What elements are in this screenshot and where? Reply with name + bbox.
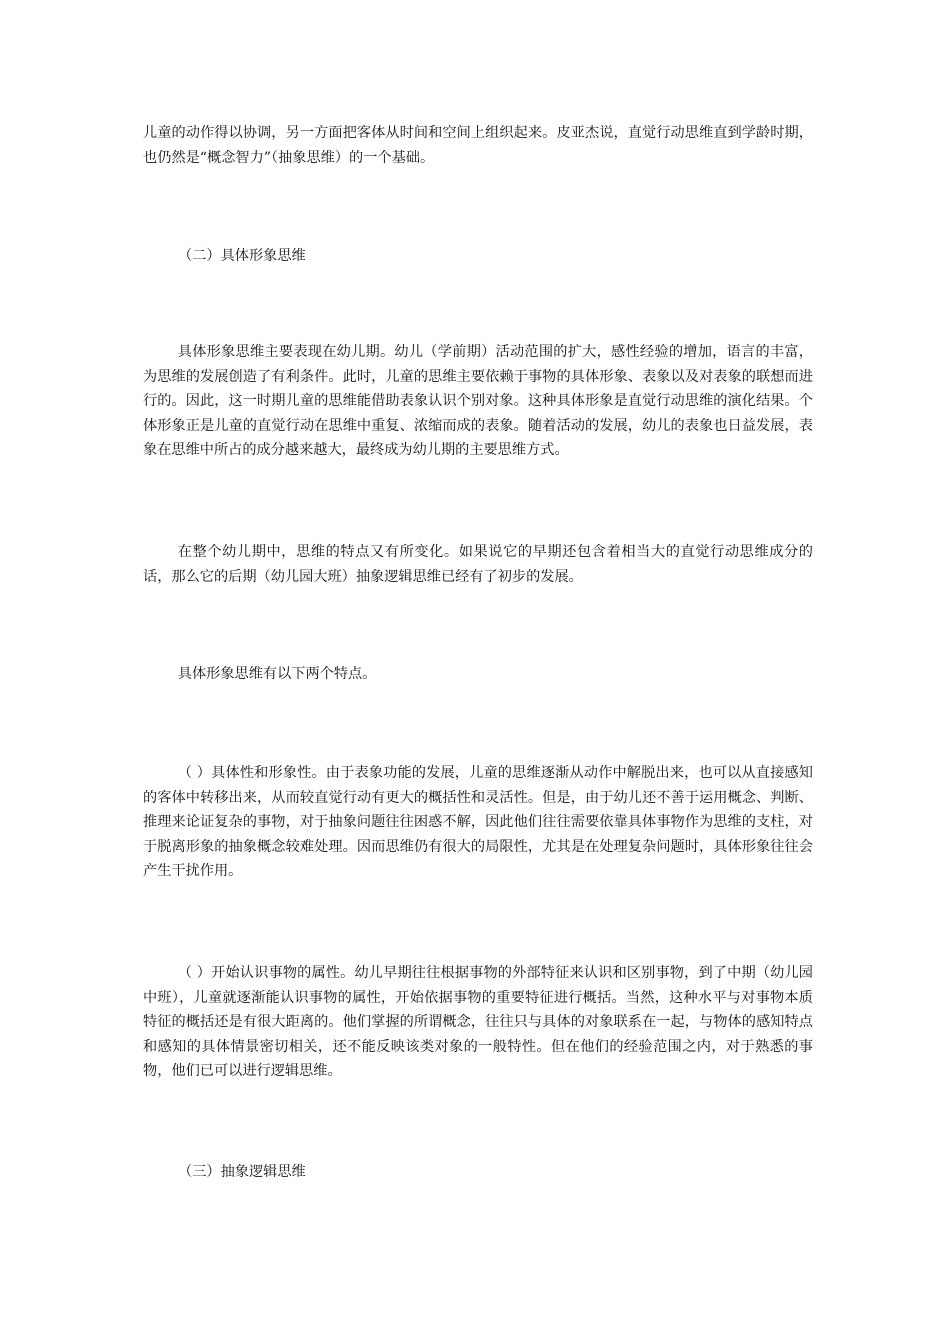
section-heading-abstract-thinking: （三）抽象逻辑思维 — [178, 1164, 306, 1180]
paragraph-preschool-changes: 在整个幼儿期中，思维的特点又有所变化。如果说它的早期还包含着相当大的直觉行动思维成分的话，那么它的后期（幼儿园大班）抽象逻辑思维已经有了初步的发展。 — [143, 544, 813, 585]
paragraph-concrete-thinking-intro: 具体形象思维主要表现在幼儿期。幼儿（学前期）活动范围的扩大，感性经验的增加，语言的丰富，为思维的发展创造了有利条件。此时，儿童的思维主要依赖于事物的具体形象、表象以及对表象的联想而进行的。因此，这一时期儿童的思维能借助表象认识个别对象。这种具体形象是直觉行动思维的演化结果。个体形象正是儿童的直觉行动在思维中重复、浓缩而成的表象。随着活动的发展，幼儿的表象也日益发展，表象在思维中所占的成分越来越大，最终成为幼儿期的主要思维方式。 — [143, 344, 813, 458]
paragraph-continuation: 儿童的动作得以协调，另一方面把客体从时间和空间上组织起来。皮亚杰说，直觉行动思维直到学龄时期，也仍然是“概念智力”（抽象思维）的一个基础。 — [143, 125, 813, 166]
paragraph-feature-attributes: （ ）开始认识事物的属性。幼儿早期往往根据事物的外部特征来认识和区别事物，到了中期（幼儿园中班），儿童就逐渐能认识事物的属性，开始依据事物的重要特征进行概括。当然，这种水平与对事物本质特征的概括还是有很大距离的。他们掌握的所谓概念，往往只与具体的对象联系在一起，与物体的感知特点和感知的具体情景密切相关，还不能反映该类对象的一般特性。但在他们的经验范围之内，对于熟悉的事物，他们已可以进行逻辑思维。 — [143, 965, 813, 1079]
section-heading-concrete-thinking: （二）具体形象思维 — [178, 248, 306, 264]
paragraph-two-features: 具体形象思维有以下两个特点。 — [177, 666, 377, 682]
paragraph-feature-concreteness: （ ）具体性和形象性。由于表象功能的发展，儿童的思维逐渐从动作中解脱出来，也可以从直接感知的客体中转移出来，从而较直觉行动有更大的概括性和灵活性。但是，由于幼儿还不善于运用概念、判断、推理来论证复杂的事物，对于抽象问题往往困惑不解，因此他们往往需要依靠具体事物作为思维的支柱，对于脱离形象的抽象概念较难处理。因而思维仍有很大的局限性，尤其是在处理复杂问题时，具体形象往往会产生干扰作用。 — [143, 765, 813, 879]
